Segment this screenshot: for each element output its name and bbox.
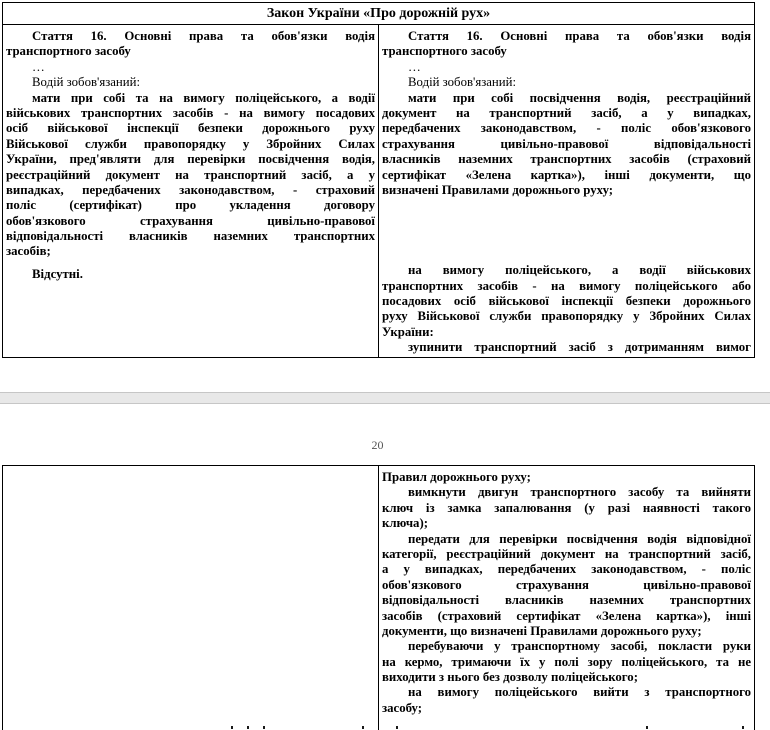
text-line: передбачених законодавством, - поліс обов'язкового [382, 121, 751, 136]
table-title: Закон України «Про дорожній рух» [3, 3, 754, 25]
text-line: … [32, 59, 45, 74]
clipped-glyph [362, 726, 364, 729]
text-line: Стаття 16. Основні права та обов'язки водія [32, 29, 375, 43]
text-line: випадках, передбачених законодавством, - страховий [6, 182, 375, 197]
clipped-glyph [247, 726, 249, 729]
text-line: обов'язкового страхування цивільно-правової [6, 213, 375, 228]
text-line: документи, що визначені Правилами дорожнього руху; [382, 623, 702, 638]
text-line: України: [382, 324, 434, 339]
text-line: перебуваючи у транспортному засобі, покласти руки [408, 639, 751, 654]
text-line: визначені Правилами дорожнього руху; [382, 182, 614, 197]
clipped-glyph [396, 726, 398, 729]
table-cell-old-law-page-1 [3, 25, 379, 357]
text-line: а у випадках, передбачених законодавством, - поліс [382, 562, 751, 577]
text-line: Правил дорожнього руху; [382, 470, 531, 484]
clipped-glyph [231, 726, 233, 729]
text-line: документ на транспортний засіб, а у випадках, [382, 105, 751, 120]
text-line: обов'язкового страхування цивільно-правової [382, 577, 751, 592]
text-line: на вимогу поліцейського, а водії військових [408, 263, 751, 278]
paragraph-spacer [382, 198, 751, 263]
text-line: осіб військової інспекції безпеки дорожнього руху [6, 121, 375, 136]
comparison-table-page-1 [2, 2, 755, 358]
text-line: транспортного засобу [6, 44, 131, 59]
table-cell-old-law-page-2 [3, 466, 379, 730]
text-line: руху Військової служби правопорядку у Збройних Силах [382, 309, 751, 324]
text-line: Стаття 16. Основні права та обов'язки водія [408, 29, 751, 43]
text-line: відповідальності власників наземних транспортних [382, 593, 751, 608]
page-number: 20 [371, 438, 384, 452]
text-line: передати для перевірки посвідчення водія відповідної [408, 531, 751, 546]
clipped-glyph [742, 726, 744, 729]
text-line: транспортного засобу [382, 44, 507, 59]
text-line: засобів (страховий сертифікат «Зелена картка»), інші [382, 608, 751, 623]
text-line: посадових осіб військової інспекції безпеки дорожнього [382, 294, 751, 309]
clipped-glyph [646, 726, 648, 729]
text-line: Водій зобов'язаний: [408, 75, 517, 90]
text-line: зупинити транспортний засіб з дотриманням вимог [408, 340, 751, 355]
clipped-glyph [263, 726, 265, 729]
text-line: страхування цивільно-правової відповідальності [382, 136, 751, 151]
text-line: засобів; [6, 244, 51, 259]
text-line: поліс (сертифікат) про укладення договору [6, 198, 375, 213]
table-body-page-2 [3, 466, 754, 730]
text-line: мати при собі та на вимогу поліцейського, а водії [32, 90, 375, 105]
text-line: Відсутні. [32, 266, 83, 281]
text-line: … [408, 59, 421, 74]
text-line: Військової служби правопорядку у Збройних Силах [6, 136, 375, 151]
page-break-separator [0, 392, 770, 404]
text-line: категорії, реєстраційний документ на транспортний засіб, [382, 546, 751, 561]
text-line: України, пред'являти для перевірки посвідчення водія, [6, 152, 375, 167]
text-line: транспортних засобів - на вимогу поліцейського або [382, 278, 751, 293]
text-line: відповідальності власників наземних транспортних [6, 229, 375, 244]
text-line: виходити з нього без дозволу поліцейського; [382, 670, 638, 685]
text-line: засобу; [382, 700, 423, 715]
table-body-page-1 [3, 25, 754, 357]
table-cell-new-law-page-2 [379, 466, 754, 730]
text-line: ключ із замка запалювання (у разі наявності такого [382, 500, 751, 515]
text-line: сертифікат «Зелена картка»), інші документи, що [382, 167, 751, 182]
text-line: ключа); [382, 516, 428, 531]
text-line: реєстраційний документ на транспортний засіб, а у [6, 167, 375, 182]
text-line: власників наземних транспортних засобів (страховий [382, 152, 751, 167]
text-line: Водій зобов'язаний: [32, 75, 141, 90]
text-line: на вимогу поліцейського вийти з транспортного [408, 685, 751, 700]
comparison-table-page-2 [2, 465, 755, 730]
text-line: мати при собі посвідчення водія, реєстраційний [408, 90, 751, 105]
text-line: військових транспортних засобів - на вимогу посадових [6, 105, 375, 120]
text-line: на кермо, тримаючи їх у полі зору поліцейського, та не [382, 654, 751, 669]
text-line: вимкнути двигун транспортного засобу та вийняти [408, 485, 751, 500]
table-cell-new-law-page-1 [379, 25, 754, 357]
paragraph-spacer [6, 260, 375, 267]
